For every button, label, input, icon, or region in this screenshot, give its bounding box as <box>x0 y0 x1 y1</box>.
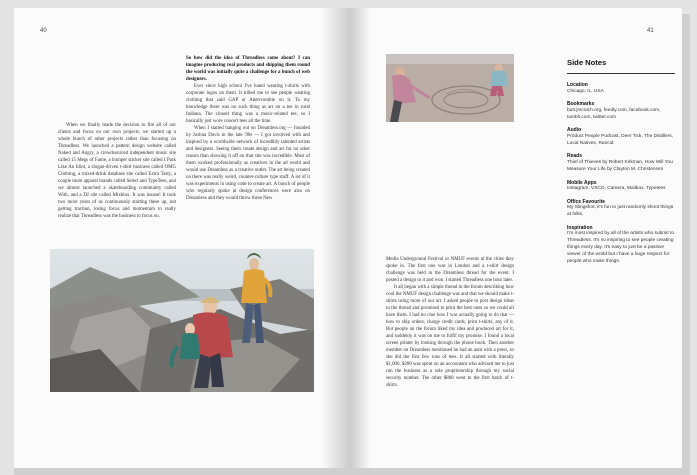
paragraph: Ever since high school I've hated wearing t-shirts with corporate logos on them. It killed me to see people wearing clothing that said GAP or Abercrombie on it. To my knowledge there was no such thing as art on a tee in rural Indiana. The closest thing was a music-related tee, so I basically just wore concert tees all the time. <box>186 84 310 124</box>
left-gutter-shadow <box>321 8 349 468</box>
interview-question: So how did the idea of Threadless come about? I can imagine producing real products and shipping them round the world was initially quite a challenge for a bunch of web designers. <box>186 56 310 82</box>
left-column-2 <box>186 55 310 202</box>
side-note-office-favourite: Office Favourite My Slingshot, it's fun to just randomly shoot things at folks. <box>567 198 674 218</box>
photo-rocks-family-image <box>50 249 314 392</box>
right-page <box>349 8 682 468</box>
paragraph: It all began with a simple thread in the forum describing how cool the NMUF design challenge was and that we should make t-shirts using more of our art. I asked people to post design ideas in the thread and promised to print the best ones so we could all have them. I had no clue how I was actually going to do that — how to ship orders, charge credit cards, print t-shirts, any of it. But people on the forum liked my idea and produced art for it, and suddenly it was on me to fulfil my promise. I found a local screen printer by looking through the phone book. Then another member on Dreamless mentioned he had an aunt with a press, so she did the first few runs of tees. It all started with literally $1,000. $200 was spent on an accountant who advised me to just run the business as a sole proprietorship through my social security number. The other $800 went to the first batch of t-shirts. <box>386 285 514 388</box>
side-notes <box>567 58 675 271</box>
side-note-reads: Reads Thief of Thieves by Robert Kirkman, How Will You Measure Your Life by Clayton M. Christensen <box>567 153 673 172</box>
photo-beach-drawing <box>386 54 514 122</box>
paragraph: When I started hanging out on Dreamless.org — founded by Joshua Davis in the late '90s — I got involved with and inspired by a worldwide network of incredibly talented artists and designers. Seeing them create design and art for no other reason than showing it off on that site was incredible. Most of them worked professionally as creatives in the ad world and would use Dreamless as a creative outlet. The art being created on there was really weird, counter-culture type stuff. A lot of it was experiments in using code to create art. A bunch of people who regularly spoke at design conferences were also on Dreamless and they would throw these New <box>186 126 310 201</box>
left-page <box>14 8 349 468</box>
right-gutter-shadow <box>349 8 371 468</box>
side-note-audio: Audio Product People Podcast, Deer Tick, The Distillers, Local Natives, Rancid <box>567 127 674 146</box>
side-notes-title: Side Notes <box>567 58 675 74</box>
side-note-location: Location Chicago, IL, USA <box>567 82 604 94</box>
photo-beach-drawing-image <box>386 54 514 122</box>
page-number-left: 40 <box>40 28 47 34</box>
photo-rocks-family <box>50 249 314 392</box>
paragraph: When we finally made the decision to fire all of our clients and focus on our own projects, we started up a whole bunch of other projects rather than focusing on Threadless. We launched a pattern design website called Naked and Angry, a crowdsourced independent music site called 15 Megs of Fame, a bumper sticker site called I Park Like An Idiot, a slogan-driven t-shirt business called OMG Clothing, a mixed-drink database site called Extra Tasty, a couple more apparel brands called Select and TypeTees, and we almost launched a skateboarding community called With, and a DJ site called Mixblox. It was insane! It took two more years of us continuously starting these up, not getting traction, losing focus and momentum to really realize that Threadless was the business to focus on. <box>58 123 176 219</box>
side-note-mobile-apps: Mobile Apps Instagram, VSCO, Camera, Mailbox, Typetees <box>567 179 666 192</box>
page-number-right: 41 <box>647 28 654 34</box>
paragraph: Media Underground Festival or NMUF events at the cities they spoke in. The first one was in London and a t-shirt design challenge was held in the Dreamless thread for the event. I posted a design to it and won. I started Threadless one hour later. <box>386 257 514 283</box>
right-body-column <box>386 256 514 389</box>
side-note-inspiration: Inspiration I'm most inspired by all of the artists who submit to Threadless. It's so inspiring to see people creating things every day. It's easy to just be a passive viewer of the world but I have a huge respect for people who make things. <box>567 224 675 264</box>
left-column-1 <box>58 122 176 220</box>
side-note-bookmarks: Bookmarks butt.jrscotch.org, feedly.com, facebook.com, tumblr.com, twitter.com <box>567 101 661 120</box>
